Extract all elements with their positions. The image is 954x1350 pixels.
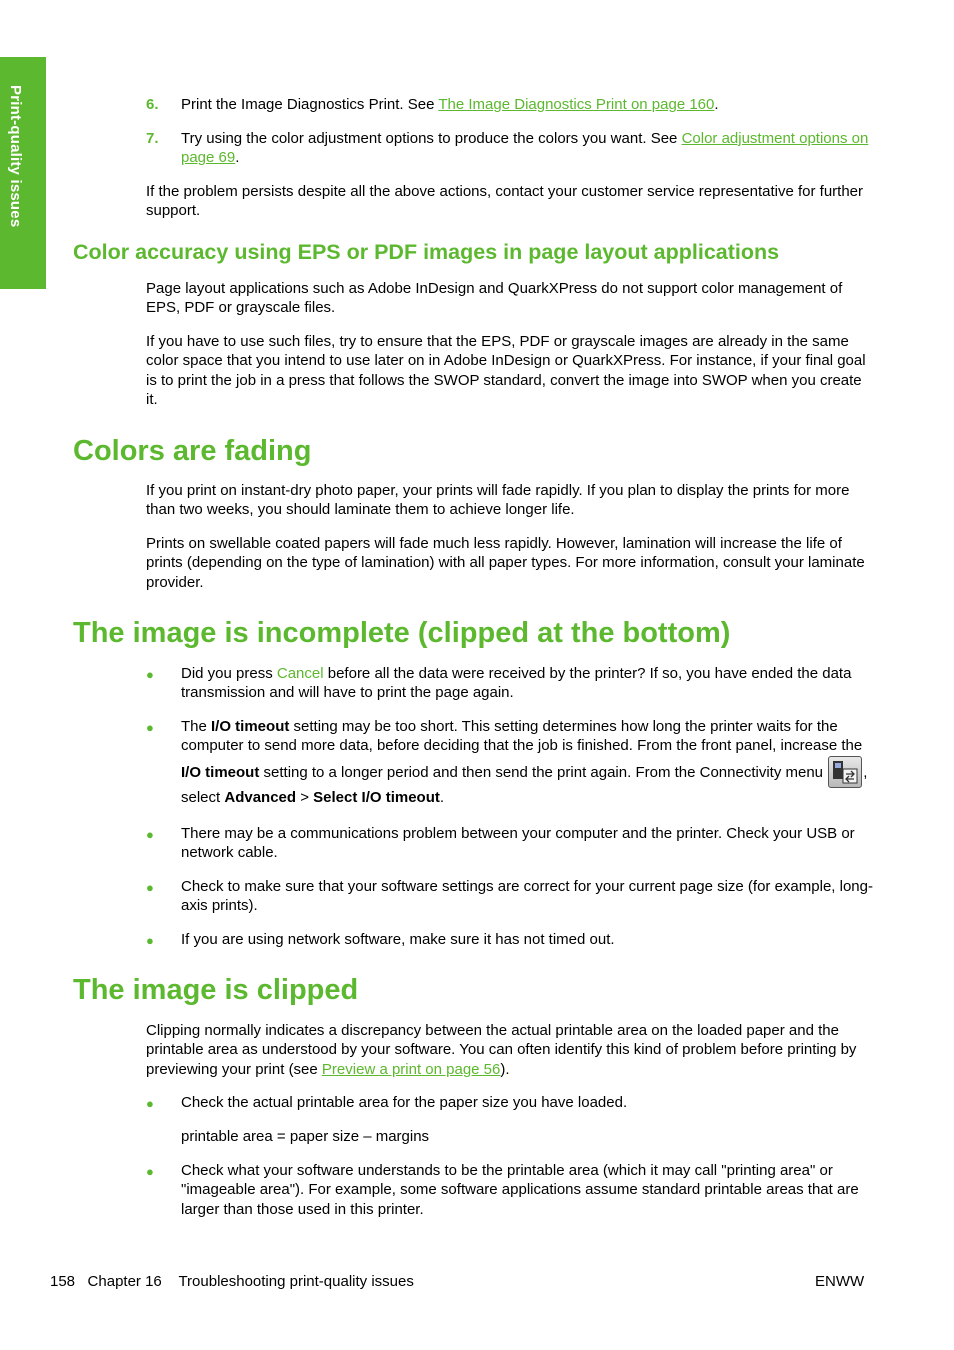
bullet-glyph: ● bbox=[146, 720, 154, 735]
section-heading: The image is incomplete (clipped at the bottom) bbox=[73, 617, 731, 649]
paragraph: Prints on swellable coated papers will fade much less rapidly. However, lamination will increase the life of prints (depending on the type of lamination) with all paper types. For more information, consult your laminate provider. bbox=[146, 535, 865, 591]
footer-right-label: ENWW bbox=[815, 1273, 865, 1290]
list-item: Check what your software understands to be the printable area (which it may call "printing area" or "imageable area"). For example, some software applications assume standard printable areas that are larger than those used in this printer. bbox=[181, 1162, 859, 1218]
page-footer-left bbox=[50, 1272, 414, 1291]
step-number: 6. bbox=[146, 96, 159, 113]
color-adjustment-link[interactable]: Color adjustment options on page 69 bbox=[181, 130, 869, 167]
cancel-key-label: Cancel bbox=[276, 665, 324, 682]
paragraph: Clipping normally indicates a discrepancy between the actual printable area on the loaded paper and the printable area as understood by your software. You can often identify this kind of problem before printing by previewing your print (see Preview a print on page 56). bbox=[146, 1022, 857, 1078]
paragraph: If the problem persists despite all the above actions, contact your customer service representative for further support. bbox=[146, 183, 864, 220]
list-item: If you are using network software, make sure it has not timed out. bbox=[181, 931, 615, 948]
preview-print-link[interactable]: Preview a print on page 56 bbox=[321, 1060, 501, 1078]
side-tab-label: Print-quality issues bbox=[7, 85, 24, 228]
bullet-glyph: ● bbox=[146, 1096, 154, 1111]
chapter-label: Chapter 16 bbox=[87, 1273, 162, 1290]
paragraph: Page layout applications such as Adobe InDesign and QuarkXPress do not support color management of EPS, PDF or grayscale files. bbox=[146, 280, 843, 317]
section-heading: Color accuracy using EPS or PDF images in page layout applications bbox=[73, 240, 780, 264]
list-item: Check to make sure that your software settings are correct for your current page size (for example, long-axis prints). bbox=[181, 878, 873, 915]
paragraph: If you have to use such files, try to ensure that the EPS, PDF or grayscale images are already in the same color space that you intend to use later on in Adobe InDesign or QuarkXPress. For instance, if your final goal is to print the job in a press that follows the SWOP standard, convert the image into SWOP when you create it. bbox=[146, 333, 866, 408]
diagnostics-print-link[interactable]: The Image Diagnostics Print on page 160 bbox=[438, 96, 715, 113]
bullet-glyph: ● bbox=[146, 667, 154, 682]
section-heading: Colors are fading bbox=[73, 435, 312, 467]
side-tab bbox=[0, 57, 46, 289]
list-item: There may be a communications problem between your computer and the printer. Check your USB or network cable. bbox=[181, 825, 855, 862]
bullet-glyph: ● bbox=[146, 933, 154, 948]
step-number: 7. bbox=[146, 130, 159, 147]
step-text: Try using the color adjustment options to produce the colors you want. See Color adjustment options on page 69. bbox=[181, 130, 869, 167]
connectivity-menu-icon bbox=[828, 756, 862, 788]
bullet-glyph: ● bbox=[146, 1164, 154, 1179]
formula: printable area = paper size – margins bbox=[181, 1128, 430, 1145]
list-item: Check the actual printable area for the paper size you have loaded. bbox=[181, 1094, 628, 1111]
step-text: Print the Image Diagnostics Print. See The Image Diagnostics Print on page 160. bbox=[181, 96, 719, 113]
page-number: 158 bbox=[50, 1273, 76, 1290]
section-heading: The image is clipped bbox=[73, 974, 359, 1006]
list-item: Did you press Cancel before all the data were received by the printer? If so, you have ended the data transmission and will have to print the page again. bbox=[181, 665, 852, 702]
bullet-glyph: ● bbox=[146, 880, 154, 895]
paragraph: If you print on instant-dry photo paper, your prints will fade rapidly. If you plan to display the prints for more than two weeks, you should laminate them to achieve longer life. bbox=[146, 482, 850, 519]
list-item: The I/O timeout setting may be too short. This setting determines how long the printer waits for the computer to send more data, before deciding that the job is finished. From the front panel, increase the I/O timeout setting to a longer period and then send the print again. From the Connectivity menu , select Advanced > Select I/O timeout. bbox=[181, 718, 868, 806]
chapter-title: Troubleshooting print-quality issues bbox=[178, 1273, 414, 1290]
bullet-glyph: ● bbox=[146, 827, 154, 842]
